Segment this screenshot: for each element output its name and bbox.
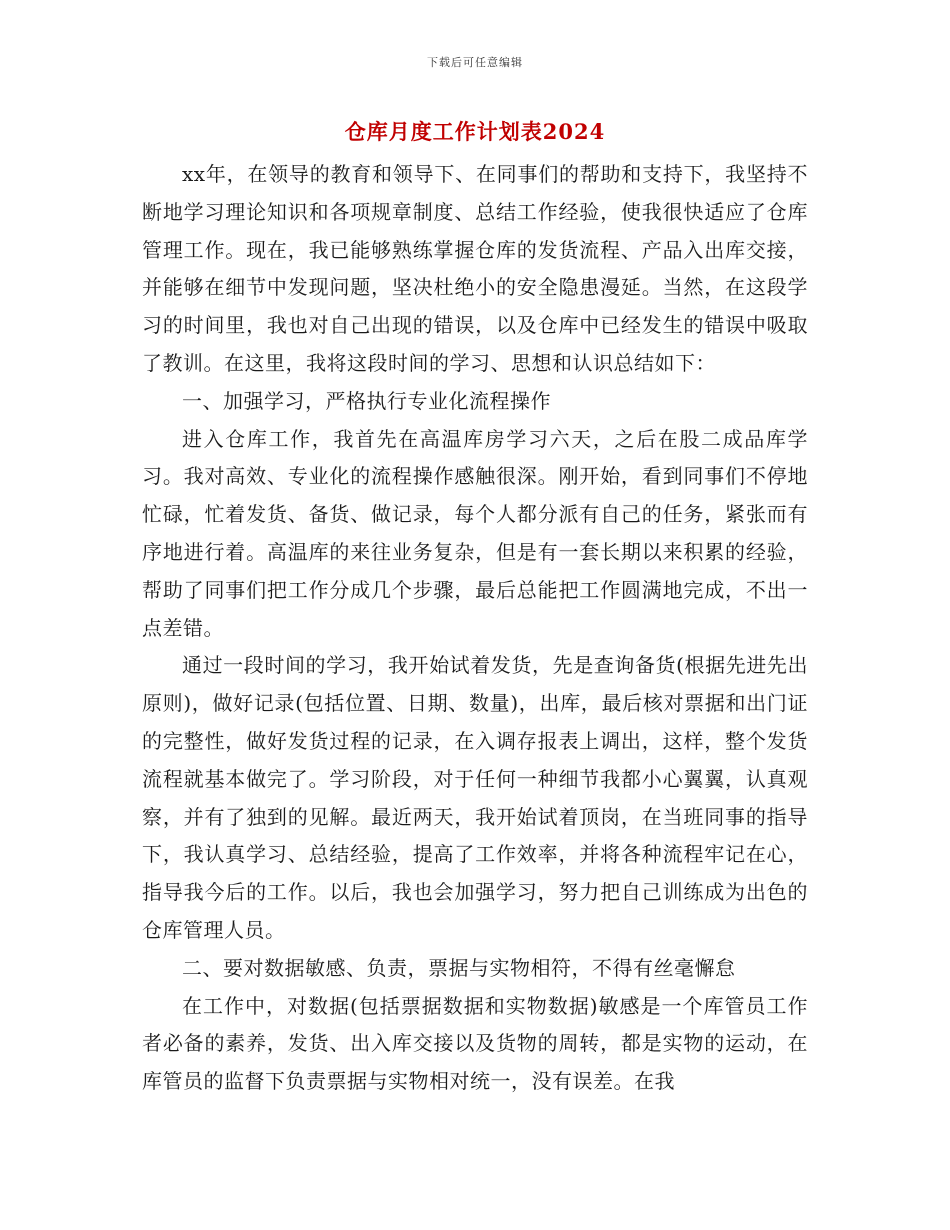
section-heading-2: 二、要对数据敏感、负责，票据与实物相符，不得有丝毫懈怠 — [182, 955, 736, 980]
paragraph-section-1b: 通过一段时间的学习，我开始试着发货，先是查询备货(根据先进先出原则)，做好记录(包括位置、日期、数量)，出库，最后核对票据和出门证的完整性，做好发货过程的记录，在入调存报表上调出，这样，整个发货流程就基本做完了。学习阶段，对于任何一种细节我都小心翼翼，认真观察，并有了独到的见解。最近两天，我开始试着顶岗，在当班同事的指导下，我认真学习、总结经验，提高了工作效率，并将各种流程牢记在心，指导我今后的工作。以后，我也会加强学习，努力把自己训练成为出色的仓库管理人员。 — [142, 653, 808, 942]
page-title: 仓库月度工作计划表2024 — [344, 119, 606, 144]
header-note: 下载后可任意编辑 — [427, 56, 523, 69]
paragraph-section-1a: 进入仓库工作，我首先在高温库房学习六天，之后在股二成品库学习。我对高效、专业化的流程操作感触很深。刚开始，看到同事们不停地忙碌，忙着发货、备货、做记录，每个人都分派有自己的任务，紧张而有序地进行着。高温库的来往业务复杂，但是有一套长期以来积累的经验，帮助了同事们把工作分成几个步骤，最后总能把工作圆满地完成，不出一点差错。 — [142, 426, 808, 640]
section-heading-1: 一、加强学习，严格执行专业化流程操作 — [182, 388, 551, 413]
paragraph-section-2a: 在工作中，对数据(包括票据数据和实物数据)敏感是一个库管员工作者必备的素养，发货、出入库交接以及货物的周转，都是实物的运动，在库管员的监督下负责票据与实物相对统一，没有误差。在我 — [142, 993, 808, 1094]
document-body — [142, 156, 808, 1101]
paragraph-intro: xx年，在领导的教育和领导下、在同事们的帮助和支持下，我坚持不断地学习理论知识和各项规章制度、总结工作经验，使我很快适应了仓库管理工作。现在，我已能够熟练掌握仓库的发货流程、产品入出库交接，并能够在细节中发现问题，坚决杜绝小的安全隐患漫延。当然，在这段学习的时间里，我也对自己出现的错误，以及仓库中已经发生的错误中吸取了教训。在这里，我将这段时间的学习、思想和认识总结如下： — [142, 162, 808, 375]
